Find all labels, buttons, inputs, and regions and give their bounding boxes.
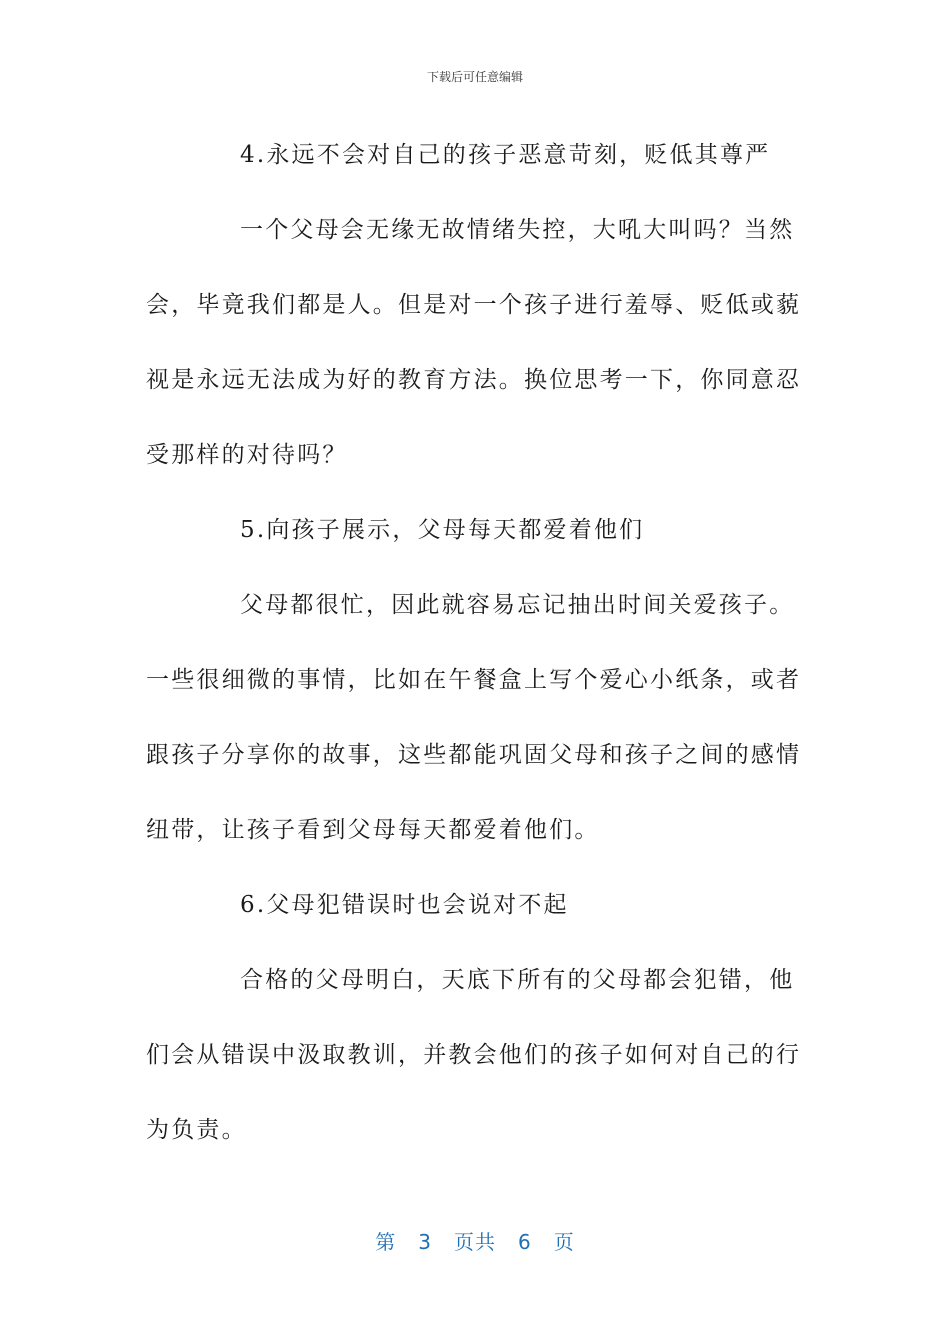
paragraph-point-6: 合格的父母明白，天底下所有的父母都会犯错，他们会从错误中汲取教训，并教会他们的孩子如何对自己的行为负责。: [146, 967, 802, 1143]
header-note: 下载后可任意编辑: [426, 70, 523, 84]
heading-point-6: 6.父母犯错误时也会说对不起: [240, 892, 569, 918]
document-body: [146, 118, 808, 1168]
paragraph-point-5: 父母都很忙，因此就容易忘记抽出时间关爱孩子。一些很细微的事情，比如在午餐盒上写个爱心小纸条，或者跟孩子分享你的故事，这些都能巩固父母和孩子之间的感情纽带，让孩子看到父母每天都爱着他们。: [146, 592, 802, 843]
heading-point-4: 4.永远不会对自己的孩子恶意苛刻，贬低其尊严: [240, 142, 771, 168]
heading-point-5: 5.向孩子展示，父母每天都爱着他们: [240, 517, 645, 543]
total-pages-number: 6: [518, 1230, 532, 1254]
current-page-number: 3: [418, 1230, 432, 1254]
paragraph-point-4: 一个父母会无缘无故情绪失控，大吼大叫吗？当然会，毕竟我们都是人。但是对一个孩子进行羞辱、贬低或藐视是永远无法成为好的教育方法。换位思考一下，你同意忍受那样的对待吗？: [146, 217, 802, 468]
page-footer: [0, 1226, 950, 1255]
page-suffix: 页: [553, 1230, 575, 1254]
page-prefix: 第: [375, 1230, 397, 1254]
page-mid: 页共: [454, 1230, 496, 1254]
